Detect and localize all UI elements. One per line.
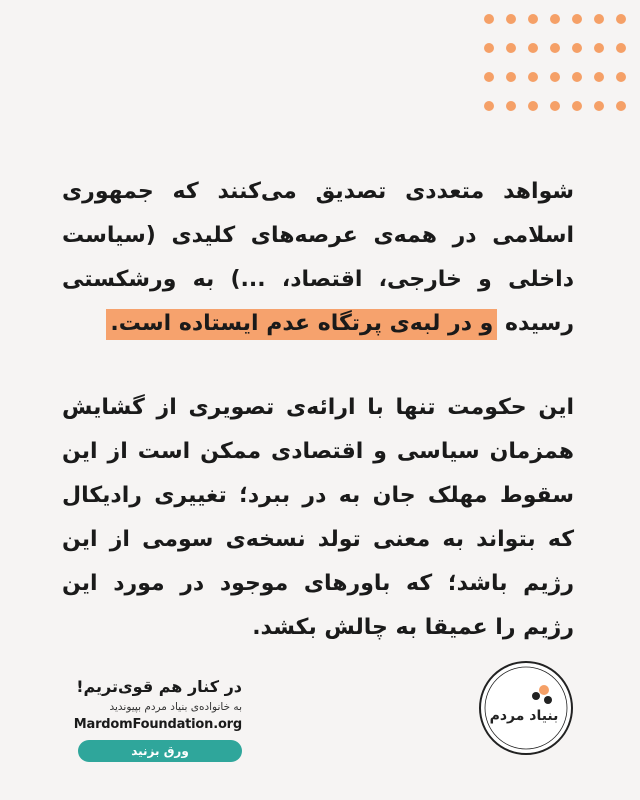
decorative-dot	[484, 72, 494, 82]
cta-subtitle: به خانواده‌ی بنیاد مردم بپیوندید	[109, 701, 242, 713]
decorative-dot	[616, 101, 626, 111]
decorative-dot	[484, 14, 494, 24]
decorative-dot	[528, 43, 538, 53]
decorative-dot	[506, 101, 516, 111]
decorative-dot	[528, 14, 538, 24]
swipe-button[interactable]: ورق بزنید	[78, 740, 242, 762]
decorative-dot	[506, 14, 516, 24]
decorative-dot	[616, 43, 626, 53]
decorative-dot	[616, 14, 626, 24]
decorative-dot	[506, 43, 516, 53]
decorative-dot	[594, 101, 604, 111]
decorative-dot	[572, 72, 582, 82]
decorative-dot	[550, 43, 560, 53]
decorative-dot	[572, 43, 582, 53]
cta-title: در کنار هم قوی‌تریم!	[76, 677, 242, 696]
call-to-action	[70, 675, 242, 762]
decorative-dot	[572, 14, 582, 24]
decorative-dot	[528, 101, 538, 111]
decorative-dot	[594, 43, 604, 53]
mardom-foundation-logo	[478, 660, 574, 756]
decorative-dot	[484, 43, 494, 53]
paragraph-1-highlight: و در لبه‌ی پرتگاه عدم ایستاده است.	[106, 309, 497, 340]
article-body	[62, 170, 574, 650]
paragraph-2: این حکومت تنها با ارائه‌ی تصویری از گشایش همزمان سیاسی و اقتصادی ممکن است از این سقوط مهلک جان به در ببرد؛ تغییری رادیکال که بتواند به معنی تولد نسخه‌ی سومی از این رژیم باشد؛ که باورهای موجود در مورد این رژیم را عمیقا به چالش بکشد.	[62, 395, 574, 640]
decorative-dot	[572, 101, 582, 111]
logo-text: بنیاد مردم	[489, 708, 559, 724]
paragraph-1	[62, 170, 574, 346]
decorative-dot-grid	[484, 14, 626, 111]
decorative-dot	[528, 72, 538, 82]
decorative-dot	[594, 14, 604, 24]
paragraph-1-text: شواهد متعددی تصدیق می‌کنند که جمهوری اسلامی در همه‌ی عرصه‌های کلیدی (سیاست داخلی و خارجی، اقتصاد، ...) به ورشکستی رسیده	[62, 179, 574, 336]
decorative-dot	[506, 72, 516, 82]
website-link[interactable]: MardomFoundation.org	[73, 717, 242, 732]
decorative-dot	[484, 101, 494, 111]
decorative-dot	[616, 72, 626, 82]
decorative-dot	[594, 72, 604, 82]
decorative-dot	[550, 72, 560, 82]
decorative-dot	[550, 101, 560, 111]
decorative-dot	[550, 14, 560, 24]
